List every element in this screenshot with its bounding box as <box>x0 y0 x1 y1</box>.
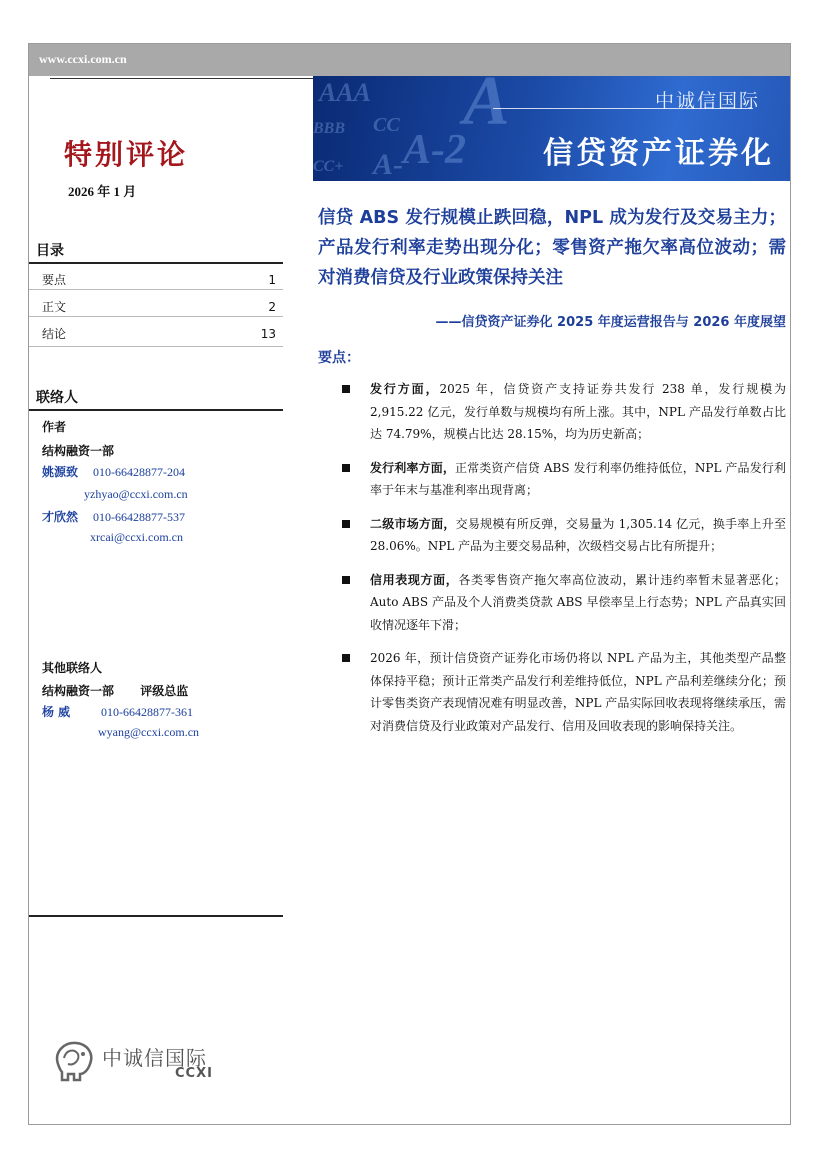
report-type: 特别评论 <box>64 138 189 171</box>
other-contact <box>42 703 193 720</box>
top-bar <box>29 44 790 76</box>
banner-divider <box>493 108 753 109</box>
banner-title: 信贷资产证券化 <box>543 136 774 171</box>
authors-label: 作者 <box>42 420 67 434</box>
author-email[interactable]: xrcai@ccxi.com.cn <box>90 530 184 544</box>
other-contacts-dept <box>42 682 188 699</box>
toc-heading: 目录 <box>36 243 64 259</box>
author-contact <box>42 508 185 525</box>
logo-text: 中诚信国际 <box>102 1046 207 1070</box>
contacts-heading: 联络人 <box>36 390 78 406</box>
toc-divider <box>29 346 283 347</box>
list-item <box>342 569 786 637</box>
toc-item-label: 正文 <box>42 300 67 314</box>
bullet-text: 2026 年，预计信贷资产证券化市场仍将以 NPL 产品为主，其他类型产品整体保持平稳；预计正常类产品发行利差维持低位，NPL 产品利差继续分化；预计零售类资产表现情况难有明显改善，NPL 产品实际回收表现将继续承压，需对消费信贷及行业政策对产品发行、信用及回收表现的影响保持关注。 <box>370 651 786 733</box>
list-item <box>342 378 786 446</box>
other-title: 评级总监 <box>140 684 189 698</box>
keypoints-list <box>342 378 786 748</box>
logo-subtext: CCXI <box>175 1066 213 1081</box>
sidebar-end-rule <box>29 915 283 917</box>
other-dept: 结构融资一部 <box>42 684 115 698</box>
bullet-square-icon <box>342 385 350 393</box>
bullet-square-icon <box>342 520 350 528</box>
list-item <box>342 457 786 502</box>
other-phone: 010-66428877-361 <box>101 705 193 719</box>
toc-rule <box>29 262 283 264</box>
banner-decor-letter: CC+ <box>313 158 344 175</box>
banner-decor-letter: A- <box>373 148 403 181</box>
bullet-lead: 发行方面， <box>370 382 440 396</box>
author-phone: 010-66428877-204 <box>93 465 185 479</box>
author-contact <box>42 463 185 480</box>
bullet-square-icon <box>342 464 350 472</box>
author-email[interactable]: yzhyao@ccxi.com.cn <box>84 487 188 501</box>
toc-divider <box>29 316 283 317</box>
toc-item-page: 13 <box>260 327 276 341</box>
banner-decor-letter: AAA <box>319 78 372 107</box>
bullet-lead: 信用表现方面， <box>370 572 459 587</box>
banner-decor-letter: CC <box>373 114 400 136</box>
other-email[interactable]: wyang@ccxi.com.cn <box>98 725 200 739</box>
banner-brand: 中诚信国际 <box>654 90 760 112</box>
toc-item-label: 结论 <box>42 327 67 341</box>
bullet-lead: 发行利率方面， <box>370 460 455 475</box>
bullet-text: 2025 年，信贷资产支持证券共发行 238 单，发行规模为 2,915.22 亿元，发行单数与规模均有所上涨。其中，NPL 产品发行单数占比达 74.79%，规模占比达 28.15%，均为历史新高； <box>370 382 786 441</box>
bullet-text: 交易规模有所反弹，交易量为 1,305.14 亿元，换手率上升至 28.06%。NPL 产品为主要交易品种，次级档交易占比有所提升； <box>370 516 786 553</box>
author-name: 才欣然 <box>42 510 79 524</box>
other-name: 杨 威 <box>42 705 71 719</box>
bullet-text: 正常类资产信贷 ABS 发行利率仍维持低位，NPL 产品发行利率于年末与基准利率出现背离； <box>370 460 786 497</box>
toc-item[interactable] <box>42 297 276 324</box>
toc-item[interactable] <box>42 270 276 297</box>
toc-item-label: 要点 <box>42 273 67 287</box>
table-of-contents <box>42 270 276 351</box>
elephant-logo-icon <box>50 1034 100 1084</box>
bullet-lead: 二级市场方面， <box>370 516 456 531</box>
bullet-square-icon <box>342 654 350 662</box>
toc-divider <box>29 289 283 290</box>
header-banner <box>313 76 790 181</box>
list-item <box>342 513 786 558</box>
report-headline: 信贷 ABS 发行规模止跌回稳，NPL 成为发行及交易主力；产品发行利率走势出现分化；零售资产拖欠率高位波动；需对消费信贷及行业政策保持关注 <box>318 208 786 288</box>
other-contacts-label: 其他联络人 <box>42 661 103 675</box>
keypoints-title: 要点： <box>318 350 360 366</box>
banner-decor-letter: BBB <box>313 120 346 137</box>
bullet-square-icon <box>342 576 350 584</box>
toc-item-page: 1 <box>268 273 276 287</box>
contacts-rule <box>29 409 283 411</box>
list-item <box>342 647 786 737</box>
banner-decor-letter: A <box>463 76 510 140</box>
toc-item-page: 2 <box>268 300 276 314</box>
bullet-text: 各类零售资产拖欠率高位波动，累计违约率暂未显著恶化；Auto ABS 产品及个人消费类贷款 ABS 早偿率呈上行态势；NPL 产品真实回收情况逐年下滑； <box>370 572 786 632</box>
ccxi-logo <box>50 1034 250 1084</box>
banner-decor-letter: A-2 <box>403 127 466 173</box>
author-phone: 010-66428877-537 <box>93 510 185 524</box>
author-name: 姚源致 <box>42 465 79 479</box>
report-subtitle: ——信贷资产证券化 2025 年度运营报告与 2026 年度展望 <box>435 315 786 330</box>
authors-dept: 结构融资一部 <box>42 444 115 458</box>
report-date: 2026 年 1 月 <box>68 184 137 199</box>
site-url-link[interactable]: www.ccxi.com.cn <box>39 52 127 66</box>
